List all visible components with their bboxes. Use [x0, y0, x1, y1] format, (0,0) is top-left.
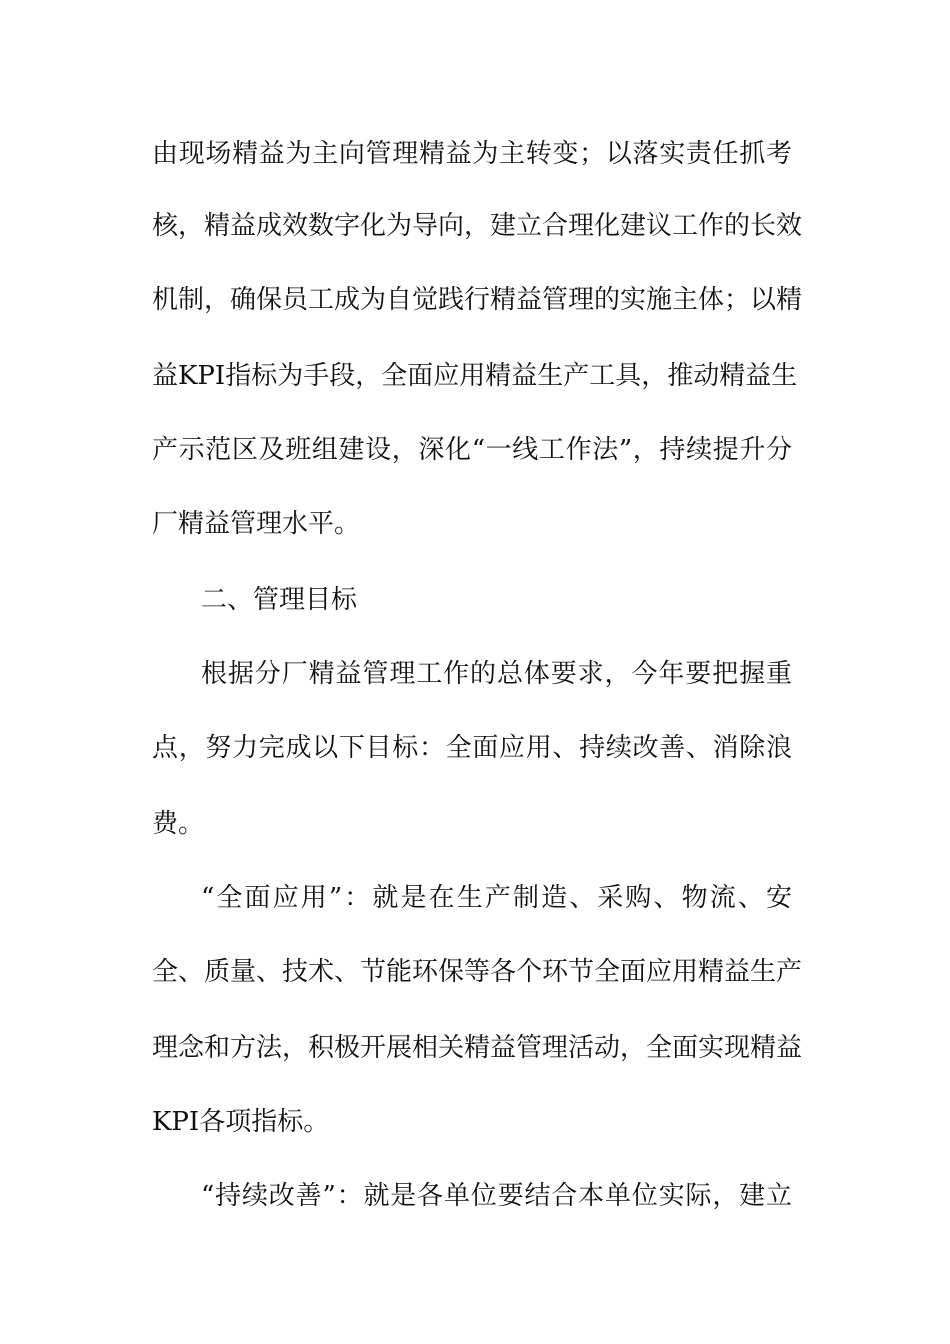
- paragraph-line-2: 核，精益成效数字化为导向，建立合理化建议工作的长效: [152, 211, 803, 241]
- paragraph-line-8: 点，努力完成以下目标：全面应用、持续改善、消除浪: [152, 733, 792, 763]
- paragraph-line-1: 由现场精益为主向管理精益为主转变；以落实责任抓考: [152, 139, 792, 169]
- paragraph-line-5: 产示范区及班组建设，深化“一线工作法”，持续提升分: [152, 435, 792, 465]
- section-heading: 二、管理目标: [201, 585, 358, 615]
- paragraph-line-13: KPI各项指标。: [152, 1107, 330, 1137]
- paragraph-line-7: 根据分厂精益管理工作的总体要求，今年要把握重: [201, 659, 792, 689]
- paragraph-line-12: 理念和方法，积极开展相关精益管理活动，全面实现精益: [152, 1033, 803, 1063]
- paragraph-line-4: 益KPI指标为手段，全面应用精益生产工具，推动精益生: [152, 361, 798, 391]
- paragraph-line-10: “全面应用”：就是在生产制造、采购、物流、安: [201, 883, 792, 913]
- paragraph-line-6: 厂精益管理水平。: [152, 509, 361, 539]
- paragraph-line-3: 机制，确保员工成为自觉践行精益管理的实施主体；以精: [152, 285, 803, 315]
- paragraph-line-14: “持续改善”：就是各单位要结合本单位实际，建立: [201, 1181, 792, 1211]
- paragraph-line-9: 费。: [152, 809, 205, 839]
- paragraph-line-11: 全、质量、技术、节能环保等各个环节全面应用精益生产: [152, 957, 803, 987]
